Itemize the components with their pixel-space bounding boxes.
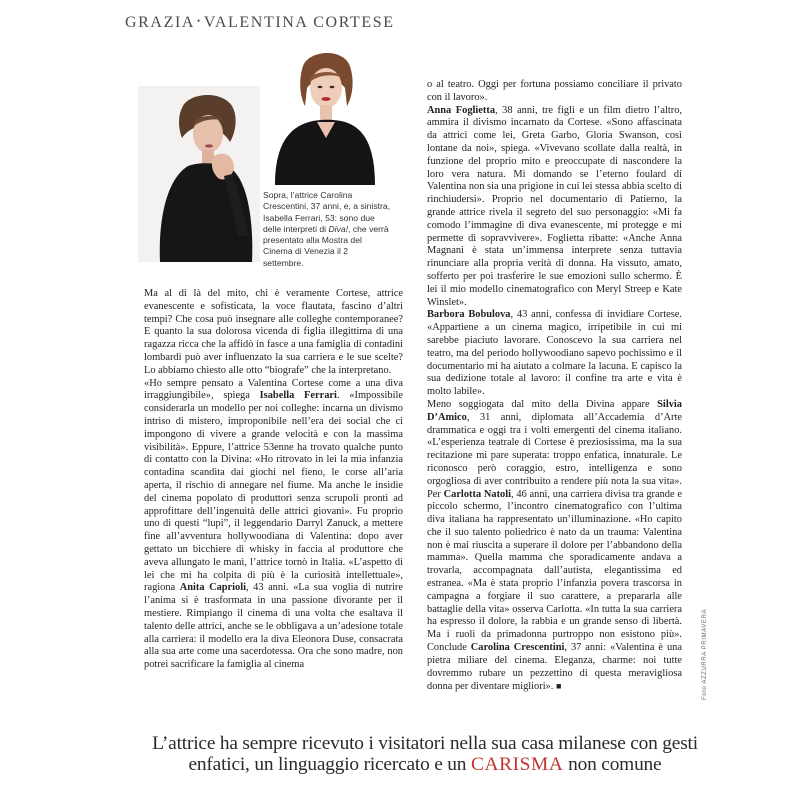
caption-text: Sopra, l’attrice Carolina Crescentini, 37 anni, e, a sinistra, Isabella Ferrari, 53: sono due delle interpreti di [263, 190, 391, 234]
caption-text-end: , che verrà presentato alla Mostra del Cinema di Venezia il 2 settembre. [263, 223, 389, 268]
photo-credit: Foto AZZURRA PRIMAVERA [702, 608, 708, 700]
text-run: enfatici, un linguaggio ricercato e un [188, 754, 471, 775]
text-run: , 43 anni, confessa di invidiare Cortese. «Appartiene a un cinema magico, irripetibile in cui mi sarebbe piaciuto lavorare. Conoscevo la sua carriera nel teatro, ma del periodo hollywoodiano sapevo pochissimo e il documentario mi ha aiutato a colmare la lacuna. E capisco la sua dedizione totale al lavoro: il confine tra arte e vita è molto labile». [427, 309, 682, 398]
text-run: , 38 anni, tre figli e un film dietro l’altro, ammira il divismo incarnato da Cortese. «Sono affascinata da attrici come lei, Greta Garbo, Gloria Swanson, così lontane da noi», spiega. «Vivevano scollate dalla realtà, in funzione del proprio mito e preoccupate di nascondere la loro vera natura. Mi domando se l’eterno foulard di Valentina non sia una prigione in cui lei stessa abbia scelto di rinchiudersi». Proprio nel documentario di Patierno, la grande attrice rivela il segreto del suo personaggio: «Mi fa comodo l’immagine di diva evanescente, mi protegge e mi permette di sopravvivere». Foglietta ribatte: «Anche Anna Magnani è stata un’immensa interprete senza tuttavia rinunciare alla propria verità di donna. Ha vissuto, amato, sofferto per poi trasferire le sue emozioni sullo schermo. È lei il mio modello cinematografico con Meryl Streep e Kate Winslet». [427, 104, 683, 308]
end-mark: ■ [556, 681, 562, 692]
header-bullet: • [197, 16, 202, 26]
caption-film-title: Diva! [328, 223, 349, 234]
magazine-name: GRAZIA [125, 14, 196, 31]
portrait-illustration [263, 48, 383, 185]
text-run: Meno soggiogata dal mito della Divina appare [427, 398, 658, 410]
pull-quote [140, 733, 710, 775]
paragraph [427, 309, 682, 399]
photo-isabella-ferrari [263, 48, 383, 185]
pull-quote-line [140, 754, 710, 775]
actress-name: Isabella Ferrari [259, 390, 337, 402]
actress-name: Carlotta Natoli [443, 488, 512, 500]
photo-carolina-crescentini [138, 86, 260, 262]
actress-name: Silvia D’Amico [427, 398, 682, 423]
text-column-right [427, 79, 682, 694]
actress-name: Barbora Bobulova [427, 309, 511, 321]
photo-caption [263, 190, 391, 269]
pull-quote-accent: CARISMA [470, 754, 564, 775]
text-column-left [144, 288, 403, 672]
running-header [125, 14, 395, 32]
text-run: , 46 anni, una carriera divisa tra grande e piccolo schermo, l’incontro cinematografico con l’ultima diva italiana ha rappresentato un’illuminazione. «Ho capito che il suo talento poliedrico è nato da un trauma: Valentina non è mai riuscita a superare il dolore per l’abbandono della mamma». Quella mamma che sporadicamente andava a trovarla, accompagnata dall’autista, elegantissima ed estranea. «Ma è stata proprio l’infanzia povera trascorsa in campagna a forgiare il suo carattere, a prepararla alle battaglie della vita» osserva Carlotta. «In tutta la sua carriera ha espresso il dolore, la rabbia e un grande senso di libertà. Ma i ruoli da primadonna purtroppo non esistono più». Conclude [427, 488, 682, 654]
portrait-illustration [138, 86, 260, 262]
text-run: non comune [563, 754, 662, 775]
section-title: VALENTINA CORTESE [203, 14, 395, 31]
paragraph [427, 399, 682, 694]
text-run: «Ho sempre pensato a Valentina Cortese come a una diva irraggiungibile», spiega [144, 377, 403, 402]
paragraph: o al teatro. Oggi per fortuna possiamo conciliare il privato con il lavoro». [427, 79, 682, 103]
text-run: . «Impossibile considerarla un modello per noi colleghe: incarna un divismo intriso di mistero, improponibile nell’era dei social che ci impongono di vivere a grande velocità e con la massima visibilità». Eppure, l’attrice 53enne ha trovato qualche punto di contatto con la Divina: «Ho ritrovato in lei la mia infanzia contadina scandita dai giochi nel fieno, le corse all’aria aperta, il rischio di annegare nel fiume. Ma anche le insidie del cinema popolato di produttori senza scrupoli pronti ad approfittare dell’ingenuità delle attrici giovani». Fu proprio uno di questi “lupi”, il leggendario Darryl Zanuck, a mettere fine all’avventura hollywoodiana di Valentina: dopo aver gettato un bicchiere di whisky in faccia al produttore che aveva allungato le mani, l’attrice tornò in Italia. «L’aspetto di lei che mi ha colpita di più è la curiosità intellettuale», ragiona [144, 390, 403, 594]
paragraph [144, 378, 403, 672]
actress-name: Anna Foglietta [427, 104, 496, 116]
text-run: , 37 anni: «Valentina è una pietra miliare del cinema. Eleganza, charme: noi tutte dovremmo rubare un pezzettino di questa meravigliosa donna per diventare migliori». [427, 642, 682, 693]
paragraph: Ma al di là del mito, chi è veramente Cortese, attrice evanescente e sofisticata, la voce flautata, fascino d’altri tempi? Che cosa può insegnare alle colleghe contemporanee? E quanto la sua dolorosa vicenda di figlia illegittima di una ragazza ricca che la affidò in fasce a una famiglia di contadini lombardi può aver influenzato la sua carriera e le sue scelte? Lo abbiamo chiesto alle otto “biografe” che la interpretano. [144, 288, 403, 376]
text-run: , 31 anni, diplomata all’Accademia d’Arte drammatica e oggi tra i volti emergenti del cinema italiano. «L’esperienza teatrale di Cortese è preziosissima, ma la sua recitazione mi pare superata: troppo enfatica, innaturale. Le riconosco però coraggio, estro, intelligenza e sono orgogliosa di aver contribuito a rendere più nota la sua vita». Per [427, 411, 682, 500]
pull-quote-line: L’attrice ha sempre ricevuto i visitatori nella sua casa milanese con gesti [152, 733, 698, 754]
text-run: , 43 anni. «La sua voglia di nutrire l’anima si è trasformata in una passione divorante per il mestiere. Rimpiango il cinema di una volta che esaltava il talento delle attrici, anche se le obbligava a un’adesione totale alla carriera: il modello era la diva Eleonora Duse, consacrata alla sua arte come una sacerdotessa. Ora che sono madre, non potrei sacrificare la famiglia al cinema [144, 582, 403, 671]
actress-name: Carolina Crescentini [470, 642, 565, 654]
paragraph [427, 105, 682, 310]
actress-name: Anita Caprioli [179, 582, 247, 594]
